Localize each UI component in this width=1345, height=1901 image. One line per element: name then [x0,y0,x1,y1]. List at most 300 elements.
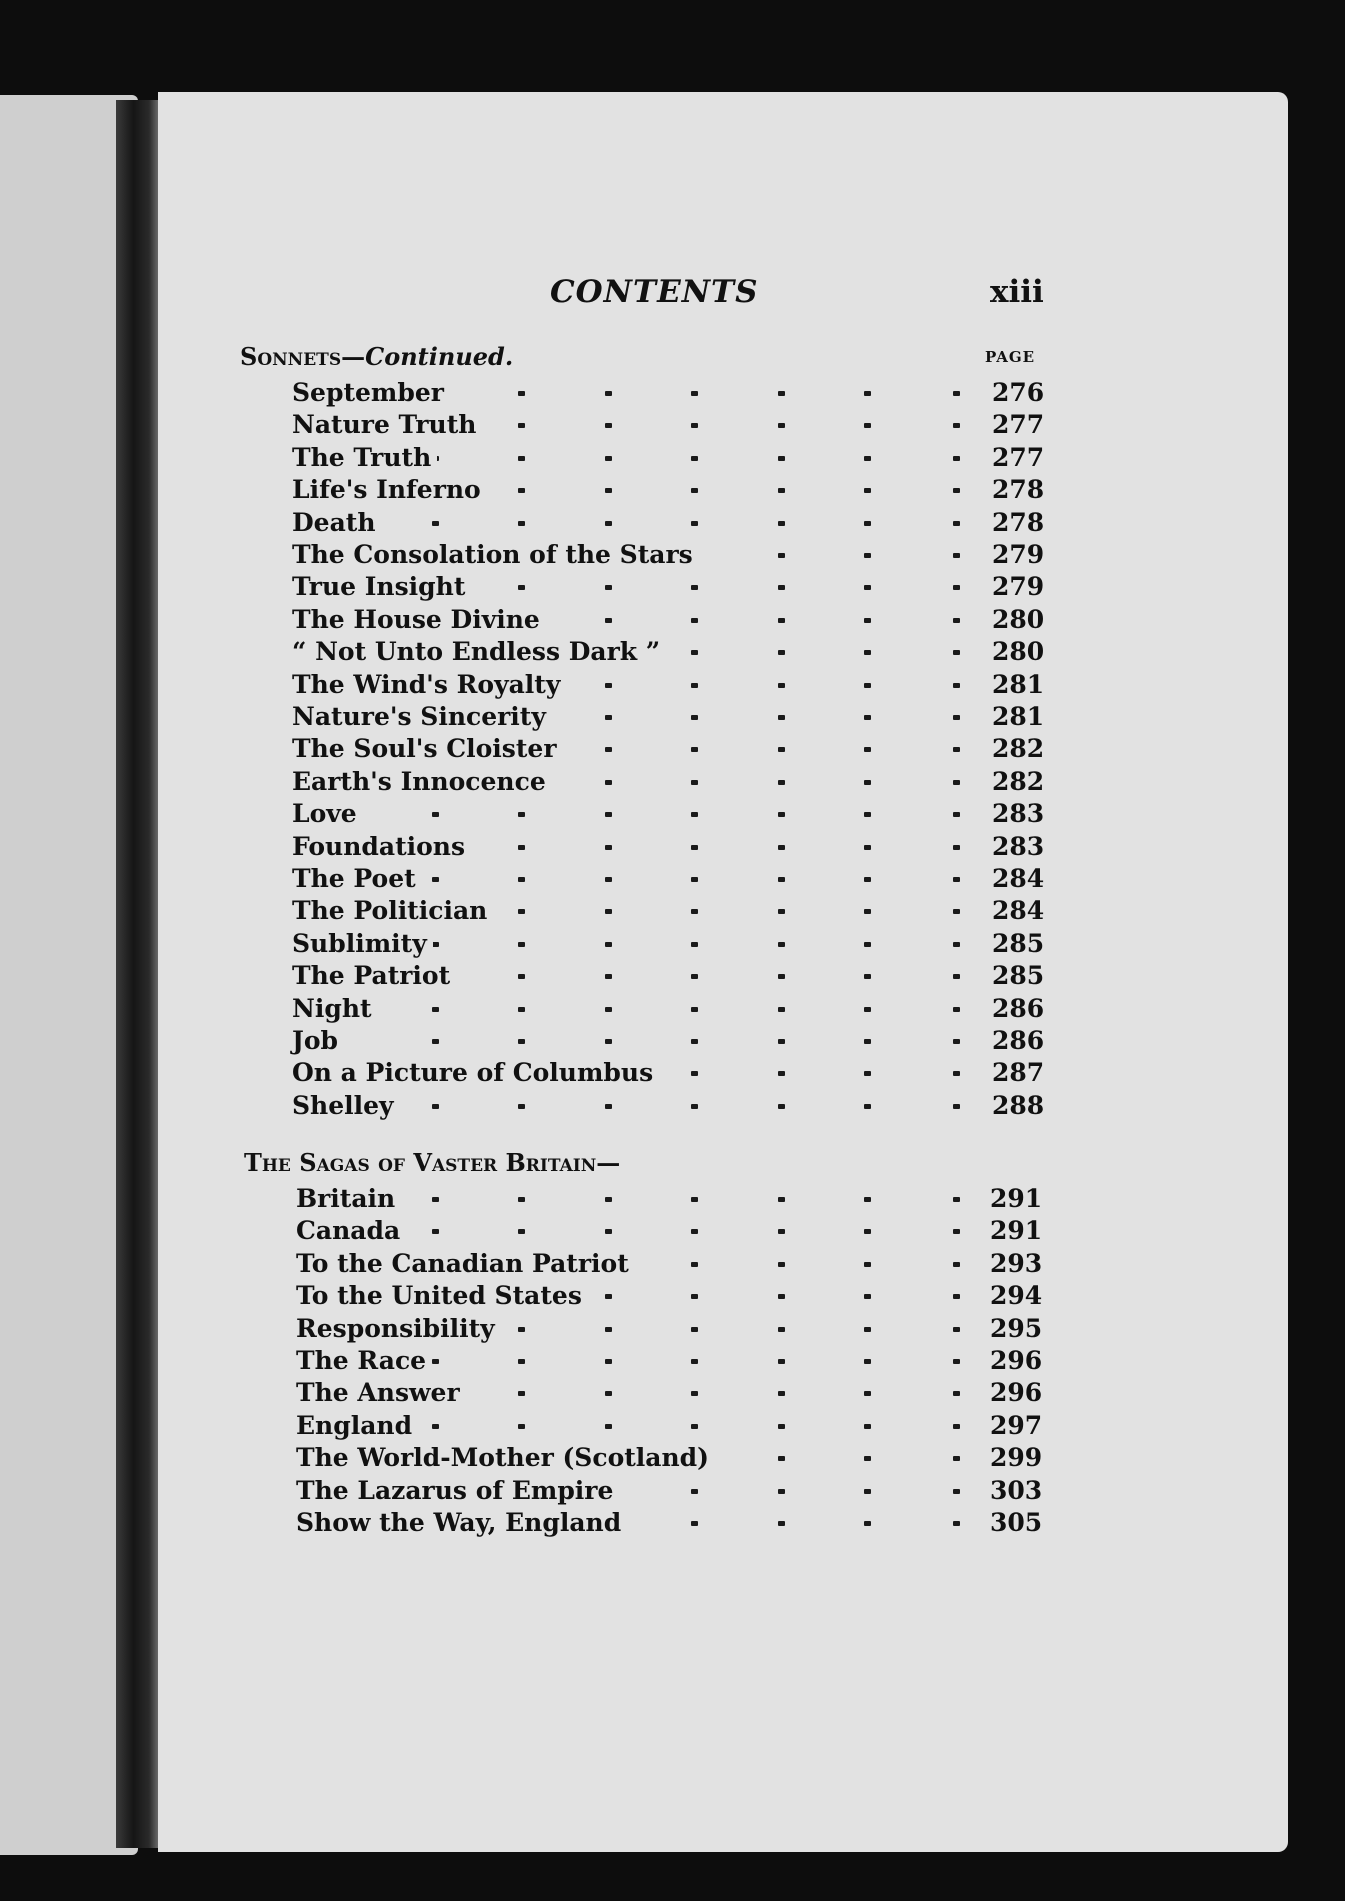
leader-dot [864,1197,871,1202]
toc-entry-title: Show the Way, England [296,1507,627,1539]
leader-dot [691,877,698,882]
leader-dot [432,1197,439,1202]
leader-dot [953,456,960,461]
toc-entry-title: True Insight [292,571,471,603]
toc-entry [0,1377,1100,1409]
toc-entry-title: The House Divine [292,604,546,636]
leader-dot [778,1262,785,1267]
leader-dot [953,747,960,752]
leader-dot [864,1521,871,1526]
toc-entry-title: Death [292,507,382,539]
leader-dot [691,456,698,461]
leader-dot [778,1007,785,1012]
leader-dot [864,488,871,493]
leader-dot [778,391,785,396]
toc-entry [0,701,1100,733]
toc-entry-page: 281 [992,702,1045,731]
leader-dot [605,488,612,493]
toc-entry-title: Job [292,1025,344,1057]
leader-dot [778,618,785,623]
toc-entry [0,604,1100,636]
leader-dot [605,715,612,720]
toc-entry-page: 303 [990,1475,1043,1505]
leader-dot [864,812,871,817]
leader-dot [778,1521,785,1526]
section-heading-sonnets: Sonnets—Continued. [240,342,514,371]
leader-dot [605,1294,612,1299]
toc-entry-title: “ Not Unto Endless Dark ” [292,636,666,668]
leader-dot [864,974,871,979]
leader-dot [953,845,960,850]
leader-dot [432,1359,439,1364]
toc-entry-title: The World-Mother (Scotland) [296,1442,715,1474]
toc-entry-title: To the United States [296,1280,588,1312]
leader-dot [518,1007,525,1012]
leader-dot [518,1229,525,1234]
toc-entry [0,993,1100,1025]
leader-dot [518,942,525,947]
leader-dot [864,650,871,655]
toc-entry-page: 283 [992,831,1045,861]
leader-dot [778,585,785,590]
leader-dot [864,1359,871,1364]
leader-dot [605,1229,612,1234]
toc-entry [0,1475,1100,1507]
toc-entry-title: The Race [296,1345,432,1377]
toc-entry [0,1507,1100,1539]
leader-dot [691,780,698,785]
leader-dot [953,877,960,882]
leader-dot [691,942,698,947]
leader-dot [778,780,785,785]
toc-entry [0,442,1100,474]
toc-entry-page: 288 [992,1090,1045,1120]
toc-entry [0,409,1100,441]
leader-dot [605,1424,612,1429]
running-head: CONTENTS [550,274,759,310]
leader-dot [518,974,525,979]
leader-dot [778,715,785,720]
leader-dot [518,391,525,396]
leader-dot [432,1007,439,1012]
toc-entry-page: 277 [992,442,1045,472]
leader-dot [691,521,698,526]
leader-dot [605,456,612,461]
leader-dot [953,974,960,979]
leader-dot [953,391,960,396]
leader-dot [953,909,960,914]
leader-dot [432,521,439,526]
leader-dot [518,1327,525,1332]
leader-dot [778,845,785,850]
leader-dot [691,1039,698,1044]
leader-dot [953,812,960,817]
leader-dot [953,942,960,947]
leader-dot [691,391,698,396]
toc-entry-title: Shelley [292,1090,400,1122]
leader-dot [953,1359,960,1364]
toc-entry-page: 296 [990,1378,1043,1408]
leader-dot [605,942,612,947]
toc-entry-page: 284 [992,896,1045,926]
toc-entry [0,1215,1100,1247]
leader-dot [953,488,960,493]
toc-entry-page: 279 [992,540,1045,569]
leader-dot [953,521,960,526]
leader-dot [432,1039,439,1044]
section-heading-sagas: The Sagas of Vaster Britain— [244,1148,621,1177]
leader-dot [778,1071,785,1076]
leader-dot [953,618,960,623]
toc-entry-page: 282 [992,766,1045,796]
toc-entry-page: 285 [992,961,1045,991]
leader-dot [778,1424,785,1429]
leader-dot [691,585,698,590]
toc-entry-title: The Patriot [292,960,456,992]
toc-entry-page: 291 [990,1216,1043,1246]
leader-dot [778,812,785,817]
leader-dot [605,1327,612,1332]
toc-entry [0,1183,1100,1215]
leader-dot [864,877,871,882]
toc-entry [0,1313,1100,1345]
leader-dot [518,1359,525,1364]
leader-dot [953,1262,960,1267]
leader-dot [864,942,871,947]
leader-dot [691,488,698,493]
leader-dot [605,391,612,396]
leader-dot [691,683,698,688]
leader-dot [778,683,785,688]
toc-entry-title: The Politician [292,895,493,927]
leader-dot [691,715,698,720]
leader-dot [778,942,785,947]
leader-dot [778,1391,785,1396]
toc-entry-page: 287 [992,1058,1045,1088]
leader-dot [864,747,871,752]
leader-dot [432,1424,439,1429]
toc-entry-page: 295 [990,1313,1043,1343]
leader-dot [432,1104,439,1109]
leader-dot [953,1327,960,1332]
toc-entry-page: 277 [992,410,1045,440]
leader-dot [864,683,871,688]
toc-entry-page: 284 [992,864,1045,893]
leader-dot [691,1007,698,1012]
leader-dot [691,1104,698,1109]
leader-dot [691,1229,698,1234]
leader-dot [864,845,871,850]
leader-dot [605,909,612,914]
leader-dot [864,1391,871,1396]
leader-dot [778,877,785,882]
leader-dot [953,683,960,688]
leader-dot [518,423,525,428]
leader-dot [864,618,871,623]
leader-dot [953,1456,960,1461]
leader-dot [864,521,871,526]
leader-dot [864,1456,871,1461]
leader-dot [518,812,525,817]
leader-dot [864,391,871,396]
toc-entry [0,863,1100,895]
leader-dot [864,715,871,720]
leader-dot [691,909,698,914]
toc-entry [0,733,1100,765]
toc-entry [0,960,1100,992]
leader-dot [605,845,612,850]
leader-dot [518,1104,525,1109]
leader-dot [605,618,612,623]
toc-entry [0,1057,1100,1089]
leader-dot [691,974,698,979]
toc-entry [0,1410,1100,1442]
leader-dot [778,1294,785,1299]
toc-entry [0,669,1100,701]
leader-dot [605,1104,612,1109]
toc-entry-page: 278 [992,475,1045,505]
leader-dot [691,1327,698,1332]
leader-dot [691,1521,698,1526]
leader-dot [953,780,960,785]
toc-entry-page: 299 [990,1443,1043,1473]
leader-dot [778,423,785,428]
leader-dot [953,1007,960,1012]
toc-entry-title: On a Picture of Columbus [292,1057,659,1089]
leader-dot [778,1229,785,1234]
leader-dot [864,1039,871,1044]
toc-entry [0,1442,1100,1474]
leader-dot [691,1424,698,1429]
toc-entry [0,571,1100,603]
toc-entry-title: Life's Inferno [292,474,487,506]
toc-entry-title: The Truth [292,442,437,474]
leader-dot [778,553,785,558]
toc-entry-page: 280 [992,637,1045,667]
leader-dot [778,1104,785,1109]
toc-entry [0,1280,1100,1312]
toc-entry-title: The Consolation of the Stars [292,539,699,571]
toc-entry [0,539,1100,571]
leader-dot [518,877,525,882]
leader-dot [691,1262,698,1267]
leader-dot [953,1229,960,1234]
toc-entry-page: 278 [992,507,1045,537]
toc-entry-title: The Answer [296,1377,466,1409]
toc-entry-title: Foundations [292,831,471,863]
toc-entry-title: The Wind's Royalty [292,669,566,701]
leader-dot [953,1391,960,1396]
toc-entry-page: 280 [992,604,1045,634]
toc-entry-page: 296 [990,1346,1043,1375]
toc-entry-title: Earth's Innocence [292,766,552,798]
toc-entry-page: 285 [992,928,1045,958]
leader-dot [864,909,871,914]
leader-dot [778,1489,785,1494]
toc-entry-page: 293 [990,1248,1043,1278]
toc-entry-title: Canada [296,1215,406,1247]
toc-entry-title: Nature's Sincerity [292,701,552,733]
toc-entry [0,377,1100,409]
leader-dot [605,747,612,752]
leader-dot [691,1294,698,1299]
leader-dot [778,1359,785,1364]
leader-dot [953,585,960,590]
leader-dot [518,845,525,850]
toc-entry-page: 281 [992,669,1045,699]
leader-dot [691,845,698,850]
leader-dot [605,877,612,882]
leader-dot [864,585,871,590]
leader-dot [518,1391,525,1396]
leader-dot [691,650,698,655]
leader-dot [953,1071,960,1076]
page-folio: xiii [990,274,1044,310]
leader-dot [691,812,698,817]
toc-entry-title: To the Canadian Patriot [296,1248,635,1280]
toc-entry-page: 283 [992,799,1045,829]
toc-entry-title: Nature Truth [292,409,482,441]
leader-dot [432,812,439,817]
leader-dot [432,942,439,947]
toc-entry-title: September [292,377,450,409]
leader-dot [864,780,871,785]
leader-dot [778,650,785,655]
toc-entry-page: 286 [992,993,1045,1023]
leader-dot [953,650,960,655]
leader-dot [864,1229,871,1234]
leader-dot [605,780,612,785]
leader-dot [864,1262,871,1267]
leader-dot [605,974,612,979]
toc-entry-title: The Lazarus of Empire [296,1475,619,1507]
leader-dot [864,1104,871,1109]
leader-dot [953,1521,960,1526]
toc-entry [0,636,1100,668]
leader-dot [518,1039,525,1044]
leader-dot [953,553,960,558]
toc-entry-page: 286 [992,1026,1045,1055]
toc-entry-page: 291 [990,1184,1043,1213]
leader-dot [864,423,871,428]
leader-dot [605,1197,612,1202]
toc-entry-title: The Poet [292,863,422,895]
leader-dot [691,747,698,752]
leader-dot [518,909,525,914]
leader-dot [691,1197,698,1202]
leader-dot [864,1007,871,1012]
toc-entry [0,1345,1100,1377]
toc-entry [0,507,1100,539]
leader-dot [605,585,612,590]
leader-dot [864,1294,871,1299]
toc-entry [0,928,1100,960]
toc-entry-title: England [296,1410,418,1442]
leader-dot [864,1327,871,1332]
leader-dot [778,1456,785,1461]
leader-dot [953,1197,960,1202]
toc-entry-page: 305 [990,1508,1043,1537]
leader-dot [518,585,525,590]
leader-dot [778,1039,785,1044]
page-column-label: PAGE [985,348,1036,366]
toc-entry-title: Love [292,798,363,830]
toc-entry [0,766,1100,798]
leader-dot [691,1071,698,1076]
leader-dot [864,1071,871,1076]
toc-entry [0,798,1100,830]
toc-entry [0,895,1100,927]
toc-entry [0,1090,1100,1122]
leader-dot [605,812,612,817]
toc-entry-title: The Soul's Cloister [292,733,563,765]
leader-dot [518,1424,525,1429]
leader-dot [778,488,785,493]
leader-dot [953,715,960,720]
toc-entry-title: Responsibility [296,1313,501,1345]
leader-dot [605,1007,612,1012]
leader-dot [778,909,785,914]
leader-dot [953,1489,960,1494]
leader-dot [778,521,785,526]
leader-dot [432,877,439,882]
leader-dot [778,456,785,461]
leader-dot [953,1424,960,1429]
toc-entry-page: 279 [992,572,1045,602]
toc-entry [0,1248,1100,1280]
leader-dot [953,423,960,428]
leader-dot [864,1489,871,1494]
leader-dot [691,618,698,623]
leader-dot [953,1104,960,1109]
leader-dot [605,1391,612,1396]
leader-dot [864,553,871,558]
toc-entry-page: 294 [990,1281,1043,1311]
leader-dot [605,683,612,688]
toc-entry [0,1025,1100,1057]
toc-entry-page: 276 [992,378,1045,407]
toc-entry-page: 297 [990,1410,1043,1440]
leader-dot [605,1039,612,1044]
leader-dot [518,456,525,461]
toc-entry-title: Night [292,993,378,1025]
toc-entry-page: 282 [992,734,1045,764]
leader-dot [691,1489,698,1494]
toc-entry [0,474,1100,506]
leader-dot [778,1197,785,1202]
leader-dot [432,1229,439,1234]
leader-dot [605,423,612,428]
leader-dot [605,521,612,526]
toc-entry [0,831,1100,863]
leader-dot [691,1359,698,1364]
leader-dot [691,423,698,428]
leader-dot [953,1039,960,1044]
leader-dot [778,1327,785,1332]
leader-dot [778,747,785,752]
leader-dot [864,456,871,461]
leader-dot [518,521,525,526]
toc-entry-title: Britain [296,1183,401,1215]
leader-dot [518,488,525,493]
leader-dot [691,1391,698,1396]
leader-dot [778,974,785,979]
toc-entry-title: Sublimity [292,928,433,960]
leader-dot [518,1197,525,1202]
leader-dot [605,1359,612,1364]
leader-dot [864,1424,871,1429]
leader-dot [953,1294,960,1299]
